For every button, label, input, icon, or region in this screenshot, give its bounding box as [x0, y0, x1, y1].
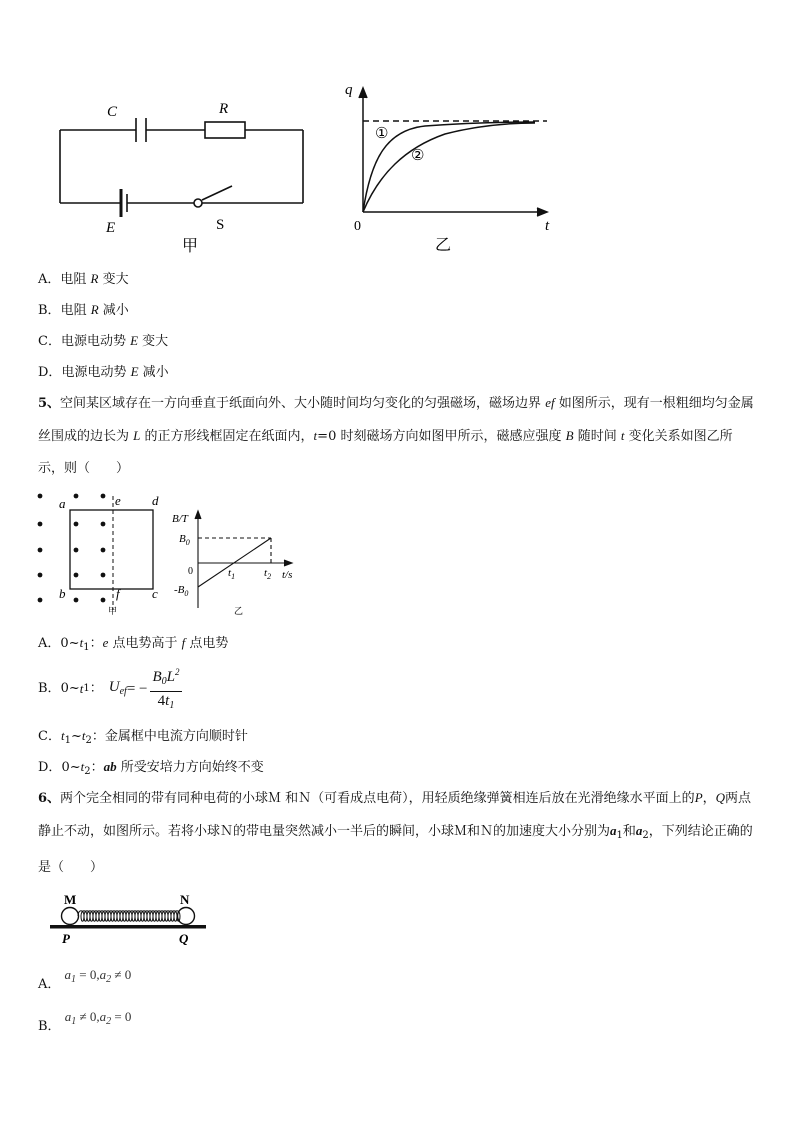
q4-option-c[interactable]: C．电源电动势 E 变大 — [38, 333, 169, 349]
bt-x-axis-label: t/s — [282, 569, 293, 581]
neg-b0-tick-label: $-B_0$ — [174, 584, 189, 598]
t2-tick-label: $t_2$ — [264, 567, 272, 581]
corner-c-label: c — [152, 586, 158, 601]
fraction: $\frac{B_0L^2}{4t_1}$ — [150, 663, 181, 715]
q-axis-label: q — [345, 82, 353, 98]
point-q-label: Q — [179, 931, 189, 945]
corner-d-label: d — [152, 493, 159, 508]
curve-2-label: ② — [411, 148, 425, 164]
ball-m — [62, 908, 79, 925]
corner-b-label: b — [59, 586, 66, 601]
graph-caption: 乙 — [435, 237, 452, 254]
q6-option-a[interactable]: A． $a_1 = 0,a_2 \ne 0$ — [38, 967, 132, 992]
spring-diagram — [46, 893, 216, 945]
q4-option-d[interactable]: D．电源电动势 E 减小 — [38, 364, 169, 380]
q4-option-a[interactable]: A．电阻 R 变大 — [38, 271, 129, 287]
curve-1-label: ① — [375, 126, 389, 142]
ball-n-label: N — [180, 893, 190, 907]
b-t-graph — [170, 505, 310, 620]
corner-a-label: a — [59, 496, 66, 511]
q5-option-a[interactable]: A．$0\sim t_1$：e 点电势高于 f 点电势 — [38, 635, 229, 653]
question-6-stem: 6、两个完全相同的带有同种电荷的小球Ｍ 和Ｎ（可看成点电荷），用轻质绝缘弹簧相连后放在光滑绝缘水平面上的P，Q两点静止不动，如图所示。若将小球Ｎ的带电量突然减小一半后的瞬间，小球Ｍ和Ｎ的加速度大小分别为$a_1$和$a_2$，下列结论正确的是（ ） — [38, 790, 753, 875]
frame-caption: 甲 — [108, 606, 118, 616]
resistor-label: R — [219, 101, 229, 117]
origin-label: 0 — [354, 219, 361, 234]
capacitor-label: C — [107, 104, 118, 120]
bt-caption: 乙 — [234, 606, 244, 616]
field-frame-diagram — [30, 488, 170, 620]
charge-time-graph — [335, 78, 565, 258]
bt-origin-label: 0 — [188, 566, 193, 577]
b0-tick-label: $B_0$ — [179, 533, 190, 547]
q6-option-b[interactable]: B． $a_1 \ne 0,a_2 = 0$ — [38, 1009, 132, 1034]
q4-option-b[interactable]: B．电阻 R 减小 — [38, 302, 129, 318]
point-p-label: P — [62, 931, 70, 945]
spring-coil — [78, 911, 180, 922]
q5-option-c[interactable]: C．$t_1\sim t_2$：金属框中电流方向顺时针 — [38, 728, 248, 746]
point-e-label: e — [115, 493, 121, 508]
circuit-diagram — [50, 95, 320, 260]
ball-m-label: M — [64, 893, 77, 907]
bt-y-axis-label: B/T — [172, 513, 188, 525]
q5-option-b[interactable]: B． 0~ t 1 ： $U_{ef}$ = − $\frac{B_0L^2}{4t_1}$ — [38, 664, 182, 714]
t-axis-label: t — [545, 218, 550, 234]
t1-tick-label: $t_1$ — [228, 567, 236, 581]
emf-label: E — [106, 220, 116, 236]
question-5-stem: 5、空间某区域存在一方向垂直于纸面向外、大小随时间均匀变化的匀强磁场，磁场边界 ef 如图所示，现有一根粗细均匀金属丝围成的边长为 L 的正方形线框固定在纸面内，t=0 时刻磁场方向如图甲所示，磁感应强度 B 随时间 t 变化关系如图乙所示，则（ ） — [38, 395, 754, 476]
point-f-label: f — [116, 586, 120, 601]
ground-surface — [50, 925, 206, 929]
switch-label: S — [216, 217, 225, 233]
q5-option-d[interactable]: D．$0\sim t_2$：ab 所受安培力方向始终不变 — [38, 759, 264, 777]
circuit-caption: 甲 — [182, 238, 199, 255]
